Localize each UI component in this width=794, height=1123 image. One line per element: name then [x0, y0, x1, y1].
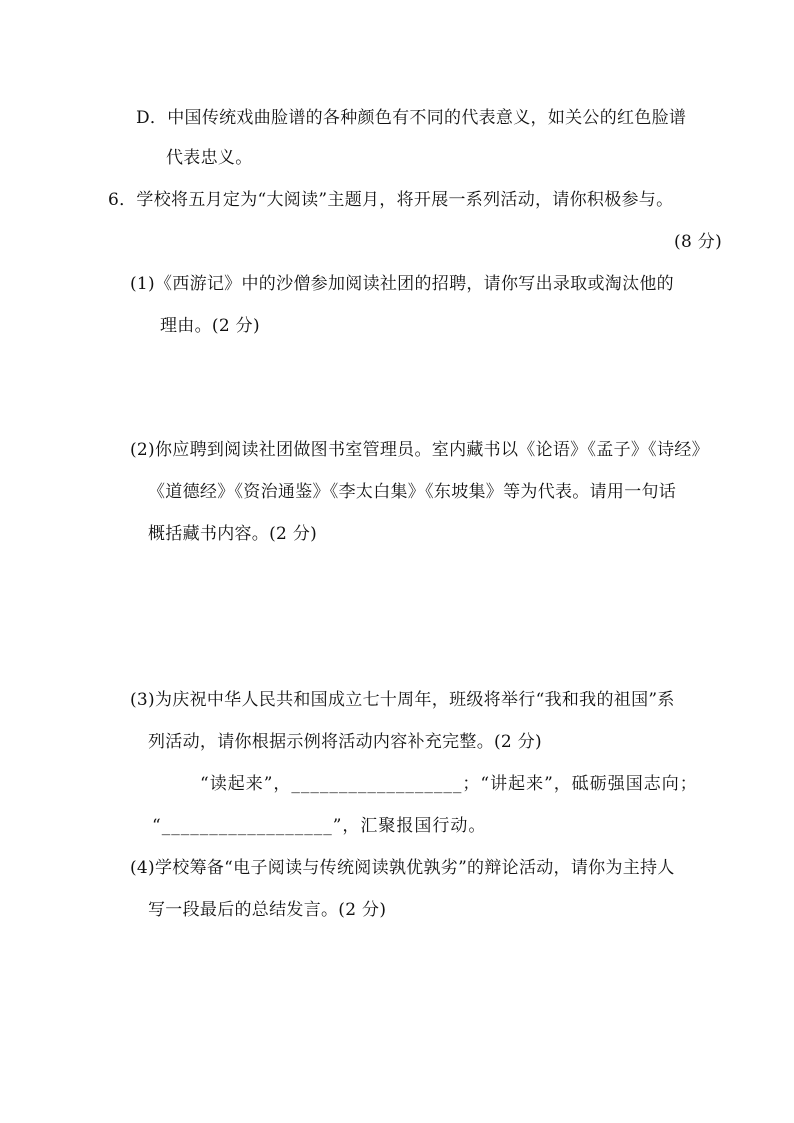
subquestion-1-line-2: 理由。(2 分): [160, 316, 260, 336]
subquestion-3-line-2: 列活动，请你根据示例将活动内容补充完整。(2 分): [148, 732, 542, 752]
subquestion-4-line-2: 写一段最后的总结发言。(2 分): [148, 900, 387, 920]
subquestion-3-line-1: (3)为庆祝中华人民共和国成立七十周年，班级将举行“我和我的祖国”系: [130, 690, 675, 710]
question-6-stem: 6．学校将五月定为“大阅读”主题月，将开展一系列活动，请你积极参与。: [108, 190, 674, 210]
subquestion-2-line-2: 《道德经》《资治通鉴》《李太白集》《东坡集》等为代表。请用一句话: [148, 482, 677, 502]
option-d-line-2: 代表忠义。: [166, 148, 253, 168]
subquestion-1-line-1: (1)《西游记》中的沙僧参加阅读社团的招聘，请你写出录取或淘汰他的: [130, 274, 674, 294]
subquestion-3-blank-line: “__________________”，汇聚报国行动。: [152, 816, 487, 836]
subquestion-3-example-line: “读起来”，__________________；“讲起来”，砥砺强国志向；: [200, 774, 698, 794]
question-6-score: (8 分): [674, 232, 722, 252]
subquestion-2-line-1: (2)你应聘到阅读社团做图书室管理员。室内藏书以《论语》《孟子》《诗经》: [130, 440, 709, 460]
subquestion-4-line-1: (4)学校筹备“电子阅读与传统阅读孰优孰劣”的辩论活动，请你为主持人: [130, 858, 675, 878]
option-d-line-1: D．中国传统戏曲脸谱的各种颜色有不同的代表意义，如关公的红色脸谱: [136, 108, 687, 128]
subquestion-2-line-3: 概括藏书内容。(2 分): [148, 524, 318, 544]
